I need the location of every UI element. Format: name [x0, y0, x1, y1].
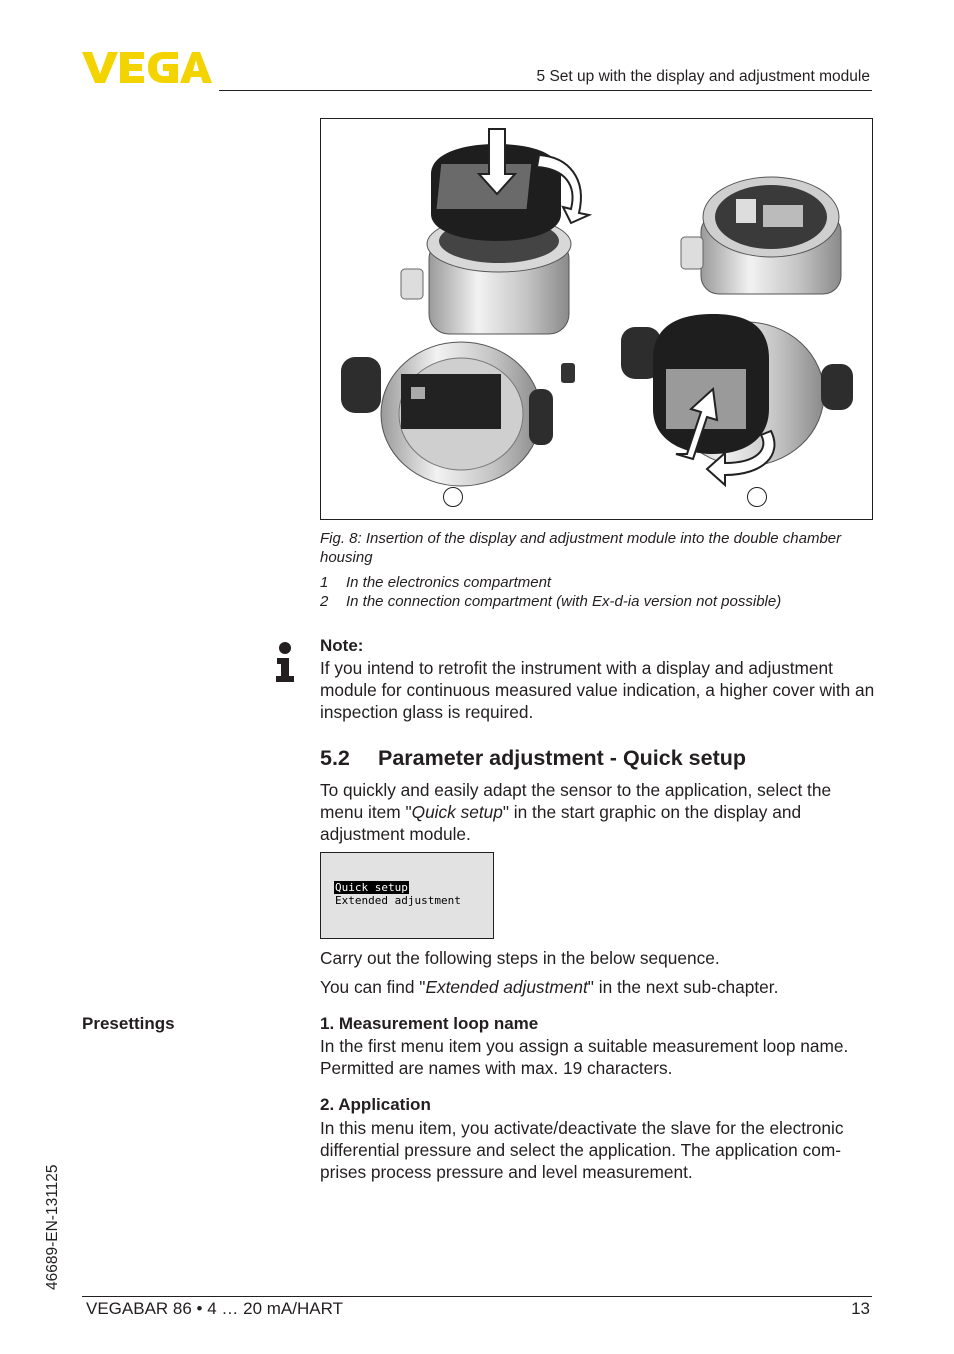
step-text: In this menu item, you activate/deactivate the slave for the electronic differential pressure and select the application. The application com-prises process pressure and level measurement. [320, 1118, 844, 1182]
info-icon [274, 642, 296, 684]
footer-product: VEGABAR 86 • 4 … 20 mA/HART [86, 1299, 343, 1318]
section-heading: 5.2 Parameter adjustment - Quick setup [320, 746, 746, 770]
legend-item: 1 In the electronics compartment [320, 574, 552, 591]
vega-logo [82, 52, 212, 84]
step-title: 1. Measurement loop name [320, 1014, 539, 1033]
step-text: In the first menu item you assign a suitable measurement loop name. Permitted are names with max. 19 characters. [320, 1036, 849, 1078]
figure-caption: Fig. 8: Insertion of the display and adjustment module into the double chamber housing [320, 530, 842, 566]
step-title: 2. Application [320, 1095, 431, 1114]
header-section-title: 5 Set up with the display and adjustment module [536, 68, 870, 85]
note-title: Note: [320, 636, 364, 655]
footer-rule [82, 1296, 872, 1297]
right-housing [621, 177, 853, 466]
extended-sentence: You can find "Extended adjustment" in the next sub-chapter. [320, 977, 779, 997]
display-screen [320, 852, 494, 939]
side-label-presettings: Presettings [82, 1014, 175, 1033]
header-rule [219, 90, 872, 91]
menu-item-extended-adjustment: Extended adjustment [335, 894, 461, 907]
page-number: 13 [851, 1299, 870, 1318]
figure-frame [320, 118, 873, 520]
housing-illustration [321, 119, 872, 519]
legend-item: 2 In the connection compartment (with Ex-d-ia version not possible) [320, 593, 782, 610]
left-housing [341, 144, 575, 486]
document-code: 46689-EN-131125 [44, 1164, 61, 1290]
steps-sentence: Carry out the following steps in the below sequence. [320, 948, 720, 968]
note-text: If you intend to retrofit the instrument with a display and adjustment module for continuous measured value indication, a higher cover with an inspection glass is required. [320, 658, 875, 722]
menu-item-quick-setup: Quick setup [335, 881, 408, 894]
section-intro: To quickly and easily adapt the sensor to the application, select the menu item "Quick setup" in the start graphic on the display and adjustment module. [320, 780, 832, 844]
